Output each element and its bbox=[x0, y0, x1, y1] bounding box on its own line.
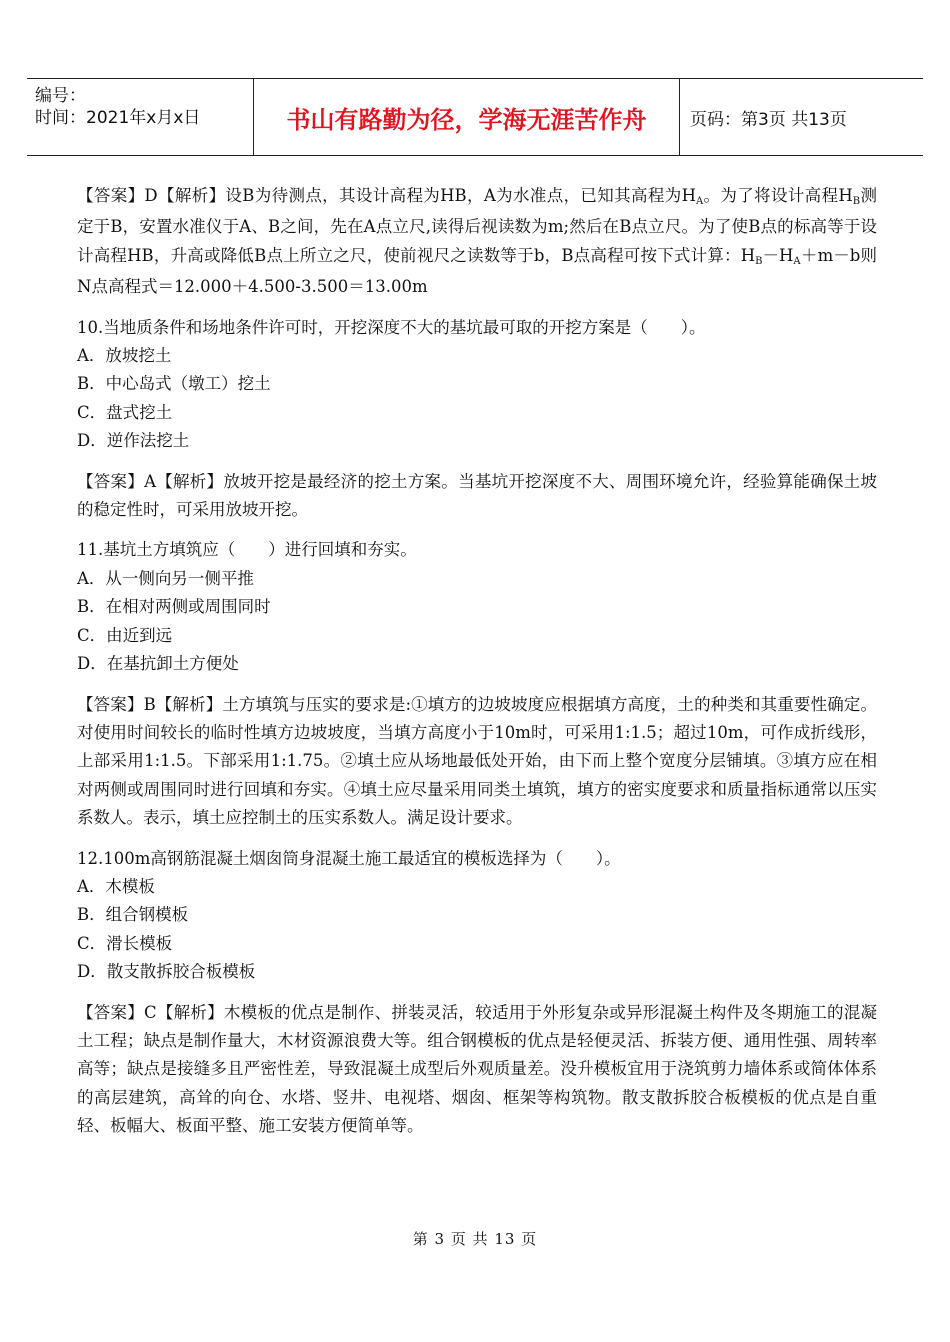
answer-9-text: ＋m－b则N点高程式＝12.000＋4.500-3.500＝13.00m bbox=[77, 245, 877, 297]
subscript: A bbox=[793, 255, 801, 267]
answer-9 bbox=[77, 182, 877, 302]
option: D．在基抗卸土方便处 bbox=[77, 654, 239, 674]
question-text: 10.当地质条件和场地条件许可时，开挖深度不大的基坑最可取的开挖方案是（ ）。 bbox=[77, 317, 706, 337]
answer-11: 【答案】B【解析】土方填筑与压实的要求是:①填方的边坡坡度应根据填方高度，土的种类和其重要性确定。对使用时间较长的临时性填方边坡坡度，当填方高度小于10m时，可采用1:1.5；超过10m，可作成折线形，上部采用1:1.5。下部采用1:1.75。②填土应从场地最低处开始，由下而上整个宽度分层铺填。③填方应在相对两侧或周围同时进行回填和夯实。④填土应尽量采用同类土填筑，填方的密实度要求和质量指标通常以压实系数人。表示，填土应控制土的压实系数人。满足设计要求。 bbox=[77, 694, 877, 828]
answer-9-text: 【答案】D【解析】设B为待测点，其设计高程为HB，A为水准点，已知其高程为H bbox=[77, 186, 696, 205]
answer-12: 【答案】C【解析】木模板的优点是制作、拼装灵活，较适用于外形复杂或异形混凝土构件及冬期施工的混凝土工程；缺点是制作量大，木材资源浪费大等。组合钢模板的优点是轻便灵活、拆装方便、通用性强、周转率高等；缺点是接缝多且严密性差，导致混凝土成型后外观质量差。没升模板宜用于浇筑剪力墙体系或简体体系的高层建筑，高耸的向仓、水塔、竖井、电视塔、烟囱、框架等构筑物。散支散拆胶合板模板的优点是自重轻、板幅大、板面平整、施工安装方便简单等。 bbox=[77, 1002, 877, 1136]
option: B．在相对两侧或周围同时 bbox=[77, 597, 271, 617]
option: C．滑长模板 bbox=[77, 933, 173, 953]
subscript: B bbox=[755, 255, 763, 267]
document-body bbox=[77, 182, 877, 1153]
answer-9-text: 。为了将设计高程H bbox=[703, 186, 853, 205]
option: A．放坡挖土 bbox=[77, 346, 172, 366]
header-meta bbox=[27, 79, 254, 155]
question-text: 12.100m高钢筋混凝土烟囱筒身混凝土施工最适宜的模板选择为（ ）。 bbox=[77, 848, 621, 868]
answer-9-text: 测定于B，安置水准仪于A、B之间，先在A点立尺,读得后视读数为m;然后在B点立尺。为了使B点的标高等于设计高程HB，升高或降低B点上所立之尺，使前视尺之读数等于b，B点高程可按下式计算：H bbox=[77, 186, 877, 265]
subscript: A bbox=[695, 196, 704, 207]
option: D．散支散拆胶合板模板 bbox=[77, 962, 256, 982]
time-label: 时间：2021年x月x日 bbox=[35, 108, 201, 128]
option: A．从一侧向另一侧平推 bbox=[77, 568, 254, 588]
question-text: 11.基坑土方填筑应（ ）进行回填和夯实。 bbox=[77, 540, 417, 560]
option: C．盘式挖土 bbox=[77, 402, 173, 422]
option: A．木模板 bbox=[77, 876, 155, 896]
header-page-info: 页码：第3页 共13页 bbox=[690, 109, 847, 130]
option: B．组合钢模板 bbox=[77, 905, 189, 925]
header-motto: 书山有路勤为径，学海无涯苦作舟 bbox=[254, 79, 680, 155]
page-footer: 第 3 页 共 13 页 bbox=[412, 1230, 538, 1248]
answer-9-text: －H bbox=[762, 245, 794, 265]
answer-10: 【答案】A【解析】放坡开挖是最经济的挖土方案。当基坑开挖深度不大、周围环境允许，经验算能确保土坡的稳定性时，可采用放坡开挖。 bbox=[77, 471, 877, 520]
question-12 bbox=[77, 845, 877, 987]
option: D．逆作法挖土 bbox=[77, 431, 190, 451]
page-header bbox=[27, 78, 923, 156]
number-label: 编号： bbox=[35, 86, 86, 106]
question-11 bbox=[77, 536, 877, 678]
question-10 bbox=[77, 314, 877, 456]
option: B．中心岛式（墩工）挖土 bbox=[77, 374, 271, 394]
subscript: B bbox=[852, 196, 861, 207]
option: C．由近到远 bbox=[77, 625, 173, 645]
